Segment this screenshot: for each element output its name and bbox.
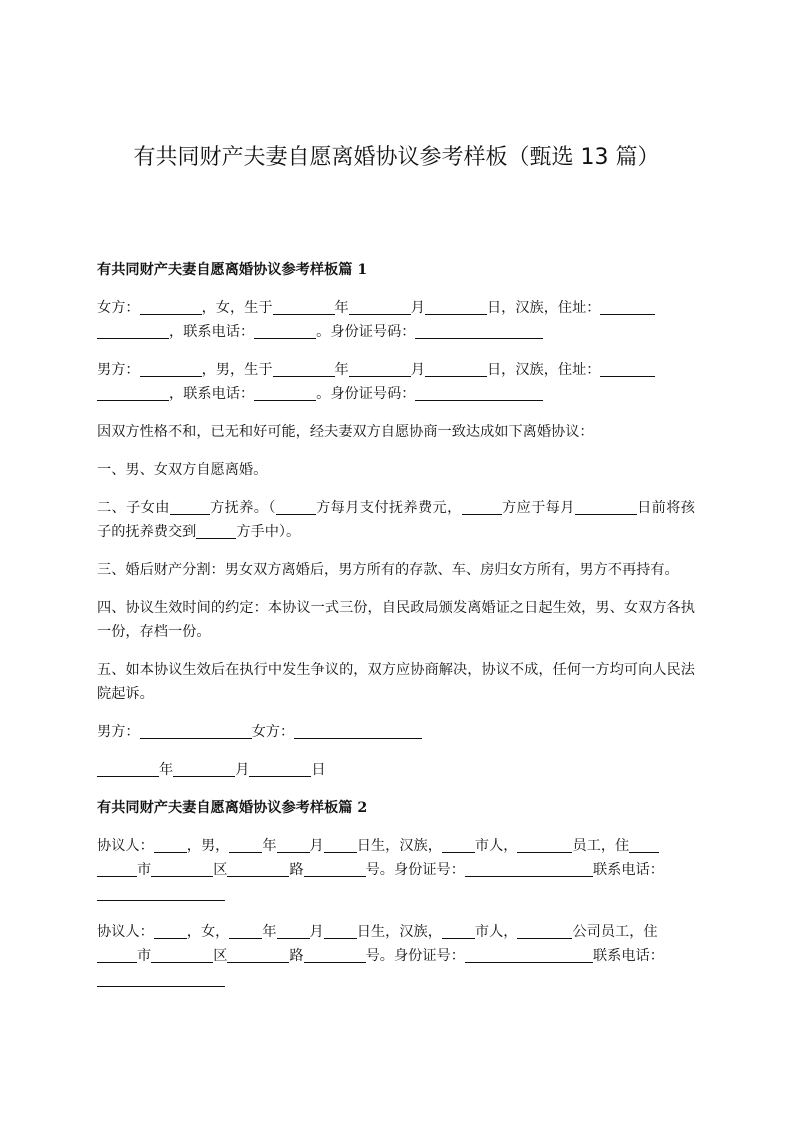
clause-5: 五、如本协议生效后在执行中发生争议的，双方应协商解决，协议不成，任何一方均可向人民法院起诉。 [97,662,695,702]
road-blank[interactable] [304,948,366,963]
clause-2: 二、子女由 方抚养。（ 方每月支付抚养费元， 方应于每月 日前将孩子的抚养费交到 方手中）。 [97,500,695,540]
employer-blank[interactable] [517,838,572,853]
phone-blank[interactable] [254,386,316,401]
male-signature-blank[interactable] [140,724,252,739]
district-city-blank[interactable] [151,948,213,963]
district-city-blank[interactable] [151,862,213,877]
id-number-blank[interactable] [415,386,543,401]
payment-day-blank[interactable] [575,500,637,515]
month-blank[interactable] [277,838,310,853]
employer-blank[interactable] [517,924,572,939]
address-blank[interactable] [629,838,659,853]
month-blank[interactable] [349,362,411,377]
payer-party-blank[interactable] [276,500,316,515]
id-number-blank[interactable] [415,324,543,339]
year-blank[interactable] [273,300,335,315]
year-blank[interactable] [273,362,335,377]
section-heading-1: 有共同财产夫妻自愿离婚协议参考样板篇 1 [97,262,368,278]
name-blank[interactable] [154,838,187,853]
district-blank[interactable] [227,948,289,963]
day-blank[interactable] [324,838,357,853]
sign-month-blank[interactable] [173,762,235,777]
city-blank[interactable] [442,838,475,853]
male-info-paragraph: 男方： ，男，生于 年 月 日，汉族，住址： ，联系电话： 。身份证号码： [97,358,695,406]
day-blank[interactable] [425,300,487,315]
address-blank[interactable] [97,948,137,963]
year-blank[interactable] [229,838,262,853]
date-line: 年 月 日 [97,758,695,782]
month-blank[interactable] [349,300,411,315]
intro-paragraph: 因双方性格不和，已无和好可能，经夫妻双方自愿协商一致达成如下离婚协议： [97,424,594,440]
female-info-paragraph: 女方： ，女，生于 年 月 日，汉族，住址： ，联系电话： 。身份证号码： [97,296,695,344]
party-1-paragraph: 协议人： ，男， 年 月 日生，汉族， 市人， 员工，住 市 区 路 号。身份证号： 联系电话： [97,834,695,906]
day-blank[interactable] [425,362,487,377]
day-blank[interactable] [324,924,357,939]
id-number-blank[interactable] [465,862,593,877]
clause-1: 一、男、女双方自愿离婚。 [97,462,268,478]
payer-party-blank-2[interactable] [462,500,502,515]
phone-blank[interactable] [254,324,316,339]
city-blank[interactable] [442,924,475,939]
sign-day-blank[interactable] [249,762,311,777]
phone-blank[interactable] [97,886,225,901]
phone-blank[interactable] [97,972,225,987]
year-blank[interactable] [229,924,262,939]
female-signature-blank[interactable] [294,724,422,739]
road-blank[interactable] [304,862,366,877]
sign-year-blank[interactable] [97,762,159,777]
address-blank-cont[interactable] [97,862,137,877]
clause-3: 三、婚后财产分割：男女双方离婚后，男方所有的存款、车、房归女方所有，男方不再持有。 [97,562,679,578]
signature-line: 男方： 女方： [97,720,695,744]
name-blank[interactable] [154,924,187,939]
document-body [97,258,695,1006]
page-title: 有共同财产夫妻自愿离婚协议参考样板（甄选 13 篇） [133,145,660,170]
month-blank[interactable] [277,924,310,939]
section-heading-2: 有共同财产夫妻自愿离婚协议参考样板篇 2 [97,800,368,816]
party-2-paragraph: 协议人： ，女， 年 月 日生，汉族， 市人， 公司员工，住 市 区 路 号。身份证号： 联系电话： [97,920,695,992]
recipient-party-blank[interactable] [196,524,236,539]
address-blank-cont[interactable] [97,386,169,401]
name-blank[interactable] [140,362,202,377]
address-blank[interactable] [600,362,655,377]
district-blank[interactable] [227,862,289,877]
id-number-blank[interactable] [465,948,593,963]
clause-4: 四、协议生效时间的约定：本协议一式三份，自民政局颁发离婚证之日起生效，男、女双方各执一份，存档一份。 [97,600,695,640]
address-blank[interactable] [600,300,655,315]
custody-party-blank[interactable] [170,500,210,515]
address-blank-cont[interactable] [97,324,169,339]
name-blank[interactable] [140,300,202,315]
